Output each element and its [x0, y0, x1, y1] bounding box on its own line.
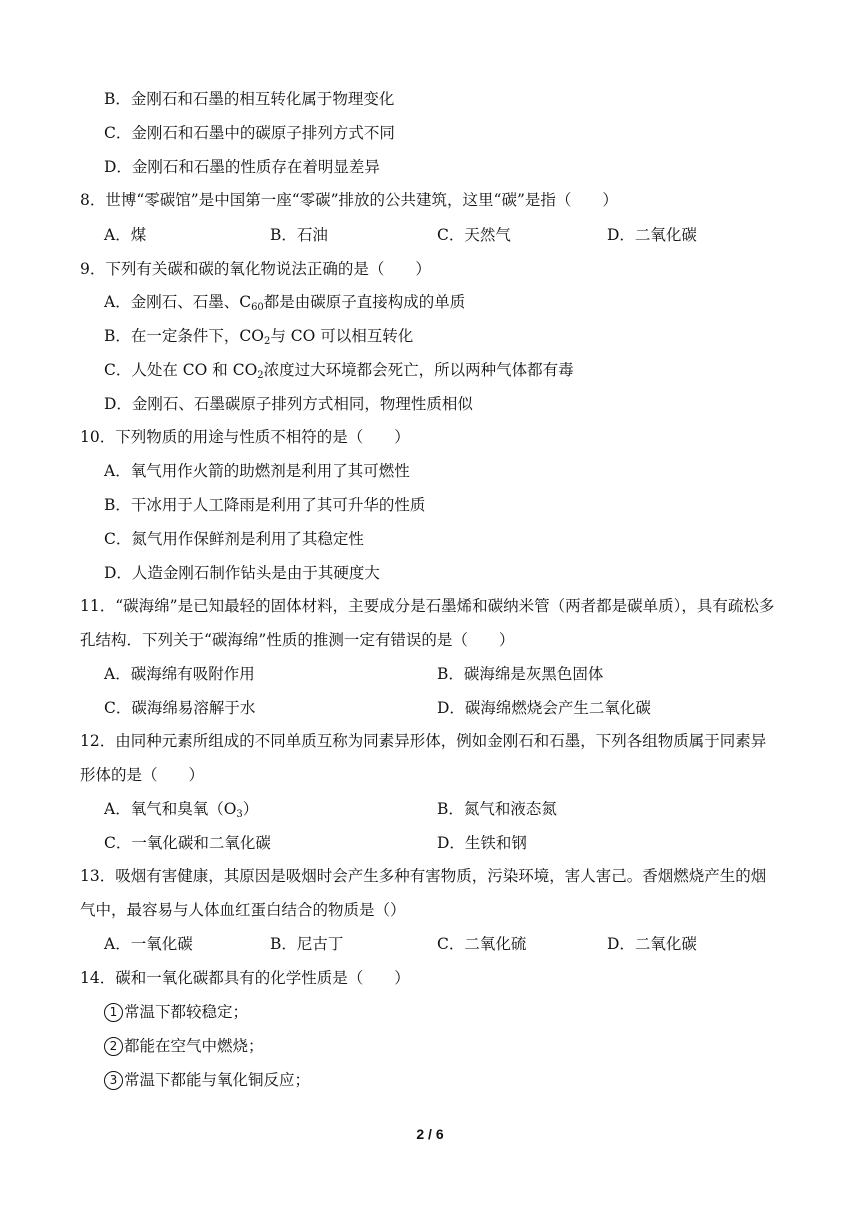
q9-option-c: C．人处在 CO 和 $CO_2$浓度过大环境都会死亡，所以两种气体都有毒 [104, 361, 574, 381]
q7-option-d: D．金刚石和石墨的性质存在着明显差异 [104, 158, 380, 176]
q8-option-a: A．煤 [104, 226, 147, 244]
q13-stem-line1: 13．吸烟有害健康，其原因是吸烟时会产生多种有害物质，污染环境，害人害己。香烟燃烧产生的烟 [80, 867, 767, 885]
q9-option-d: D．金刚石、石墨碳原子排列方式相同，物理性质相似 [104, 395, 473, 413]
q11-option-c: C．碳海绵易溶解于水 [104, 699, 256, 717]
q12-option-d: D．生铁和钢 [437, 834, 527, 852]
q10-stem: 10．下列物质的用途与性质不相符的是（ ） [80, 428, 410, 446]
q13-option-b: B．尼古丁 [270, 935, 344, 953]
circled-number-2: 2 [104, 1037, 123, 1056]
q11-option-d: D．碳海绵燃烧会产生二氧化碳 [437, 699, 651, 717]
q10-option-b: B．干冰用于人工降雨是利用了其可升华的性质 [104, 496, 426, 514]
q13-option-c: C．二氧化硫 [437, 935, 527, 953]
page-number: 2 / 6 [416, 1126, 444, 1142]
q10-option-a: A．氧气用作火箭的助燃剂是利用了其可燃性 [104, 462, 410, 480]
q8-option-c: C．天然气 [437, 226, 511, 244]
q13-stem-line2: 气中，最容易与人体血红蛋白结合的物质是（） [80, 901, 406, 919]
q14-statement-1: 1 常温下都较稳定； [104, 1002, 248, 1022]
q9-option-b: B．在一定条件下，$CO_2$与 CO 可以相互转化 [104, 327, 414, 347]
q9-stem: 9．下列有关碳和碳的氧化物说法正确的是（ ） [80, 260, 431, 278]
q14-statement-3: 3 常温下都能与氧化铜反应； [104, 1070, 310, 1090]
q14-stem: 14．碳和一氧化碳都具有的化学性质是（ ） [80, 969, 410, 987]
q13-option-a: A．一氧化碳 [104, 935, 193, 953]
q12-stem-line1: 12．由同种元素所组成的不同单质互称为同素异形体，例如金刚石和石墨，下列各组物质属于同素异 [80, 732, 767, 750]
q12-option-b: B．氮气和液态氮 [437, 800, 557, 818]
q12-stem-line2: 形体的是（ ） [80, 766, 205, 784]
q7-option-c: C．金刚石和石墨中的碳原子排列方式不同 [104, 124, 395, 142]
q10-option-d: D．人造金刚石制作钻头是由于其硬度大 [104, 564, 380, 582]
q11-stem-line1: 11．“碳海绵”是已知最轻的固体材料，主要成分是石墨烯和碳纳米管（两者都是碳单质），具有疏松多 [80, 597, 775, 615]
q12-option-a: A．氧气和臭氧$(O_3)$ [104, 800, 259, 820]
q11-stem-line2: 孔结构．下列关于“碳海绵”性质的推测一定有错误的是（ ） [80, 631, 515, 649]
q13-option-d: D．二氧化碳 [607, 935, 697, 953]
q14-statement-2: 2 都能在空气中燃烧； [104, 1036, 264, 1056]
q12-option-c: C．一氧化碳和二氧化碳 [104, 834, 271, 852]
q7-option-b: B．金刚石和石墨的相互转化属于物理变化 [104, 90, 395, 108]
q8-stem: 8．世博“零碳馆”是中国第一座“零碳”排放的公共建筑，这里“碳”是指（ ） [80, 191, 618, 209]
circled-number-1: 1 [104, 1003, 123, 1022]
q8-option-b: B．石油 [270, 226, 328, 244]
q9-option-a: A．金刚石、石墨、$C_{60}$都是由碳原子直接构成的单质 [104, 293, 466, 313]
q11-option-a: A．碳海绵有吸附作用 [104, 665, 255, 683]
circled-number-3: 3 [104, 1071, 123, 1090]
q8-option-d: D．二氧化碳 [607, 226, 697, 244]
q11-option-b: B．碳海绵是灰黑色固体 [437, 665, 604, 683]
q10-option-c: C．氮气用作保鲜剂是利用了其稳定性 [104, 530, 364, 548]
